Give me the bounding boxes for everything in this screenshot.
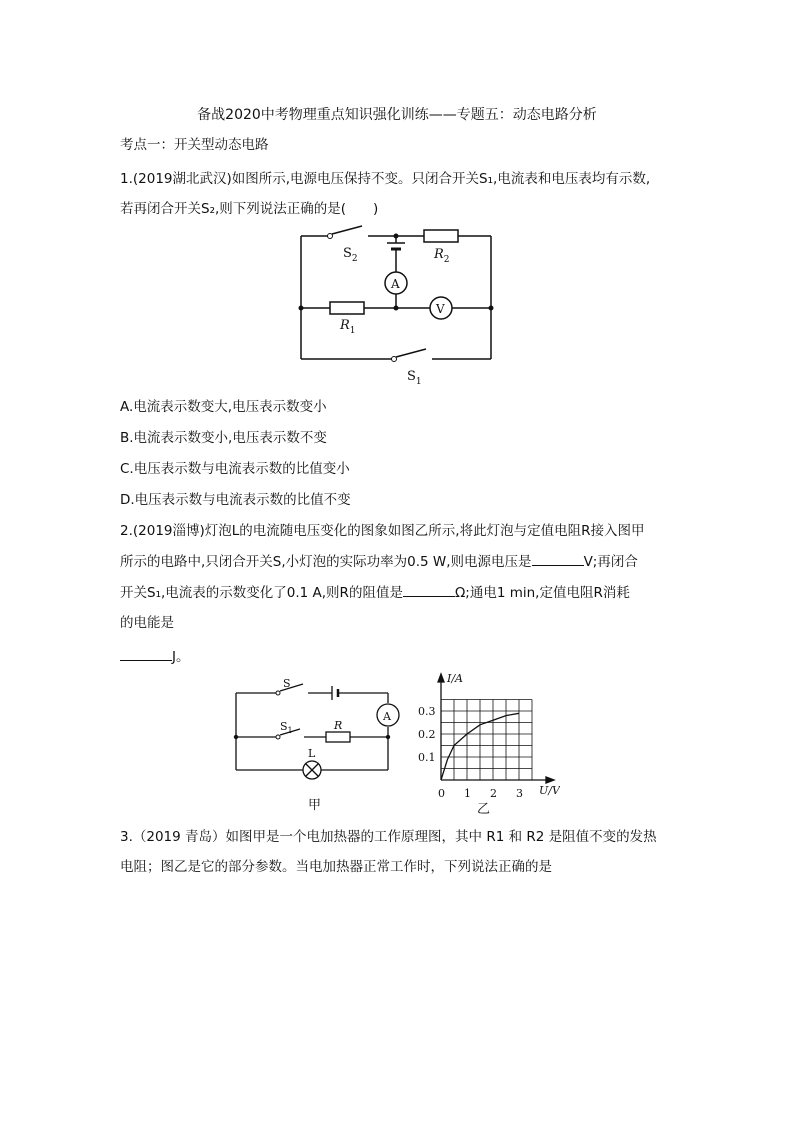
q2-line-1: 2.(2019淄博)灯泡L的电流随电压变化的图象如图乙所示,将此灯泡与定值电阻R接入图甲 (120, 523, 645, 539)
q1-option-b: B.电流表示数变小,电压表示数不变 (120, 430, 327, 446)
x-tick-label: 1 (464, 787, 471, 800)
q2-line-3-text-a: 开关S₁,电流表的示数变化了0.1 A,则R的阻值是 (120, 585, 403, 601)
jia-r-label: R (334, 719, 343, 732)
y-axis-label: I/A (447, 672, 463, 685)
y-tick-label: 0.1 (418, 751, 436, 764)
figure-caption-jia: 甲 (308, 798, 322, 813)
s1-label: $S_1$ (407, 369, 422, 387)
q2-line-2 (120, 550, 638, 570)
figure-caption-yi: 乙 (477, 802, 491, 817)
jia-s1-label: $S_1$ (280, 720, 293, 735)
y-tick-label: 0.2 (418, 728, 436, 741)
q1-circuit-diagram (290, 225, 505, 390)
x-tick-label: 0 (438, 787, 445, 800)
q2-line-3-text-b: Ω;通电1 min,定值电阻R消耗 (454, 585, 630, 601)
x-tick-label: 2 (490, 787, 497, 800)
q1-line-1: 1.(2019湖北武汉)如图所示,电源电压保持不变。只闭合开关S₁,电流表和电压表均有示数, (120, 171, 651, 187)
answer-blank-voltage (532, 553, 584, 566)
q2-circuit-jia (228, 675, 403, 815)
q2-line-4: 的电能是 (120, 615, 174, 631)
q2-line-5-text: J。 (172, 649, 190, 665)
y-axis-arrow (438, 674, 444, 682)
voltmeter-label: V (436, 302, 445, 316)
s2-label: $S_2$ (343, 246, 358, 264)
x-tick-label: 3 (516, 787, 523, 800)
q2-iu-chart-yi (415, 668, 560, 818)
document-title: 备战2020中考物理重点知识强化训练——专题五：动态电路分析 (197, 107, 597, 123)
x-axis-label: U/V (539, 784, 560, 797)
q2-line-2-text-b: V;再闭合 (583, 554, 638, 570)
y-tick-label: 0.3 (418, 705, 436, 718)
ammeter-label: A (391, 277, 400, 291)
q3-line-2: 电阻；图乙是它的部分参数。当电加热器正常工作时，下列说法正确的是 (120, 859, 552, 875)
jia-ammeter-label: A (383, 710, 391, 723)
r1-label: $R_1$ (340, 318, 356, 336)
section-title: 考点一：开关型动态电路 (120, 137, 269, 153)
q1-option-d: D.电压表示数与电流表示数的比值不变 (120, 492, 351, 508)
q1-option-a: A.电流表示数变大,电压表示数变小 (120, 399, 327, 415)
answer-blank-energy (120, 648, 172, 661)
jia-s-label: S (283, 677, 291, 690)
jia-l-label: L (308, 747, 316, 760)
answer-blank-resistance (403, 584, 455, 597)
q2-line-2-text-a: 所示的电路中,只闭合开关S,小灯泡的实际功率为0.5 W,则电源电压是 (120, 554, 532, 570)
q2-line-5 (120, 645, 189, 665)
q1-line-2: 若再闭合开关S₂,则下列说法正确的是( ) (120, 201, 379, 217)
x-axis-arrow (546, 777, 554, 783)
q1-option-c: C.电压表示数与电流表示数的比值变小 (120, 461, 350, 477)
q2-line-3 (120, 581, 630, 601)
q3-line-1: 3.（2019 青岛）如图甲是一个电加热器的工作原理图，其中 R1 和 R2 是阻值不变的发热 (120, 829, 657, 845)
r2-label: $R_2$ (434, 247, 450, 265)
